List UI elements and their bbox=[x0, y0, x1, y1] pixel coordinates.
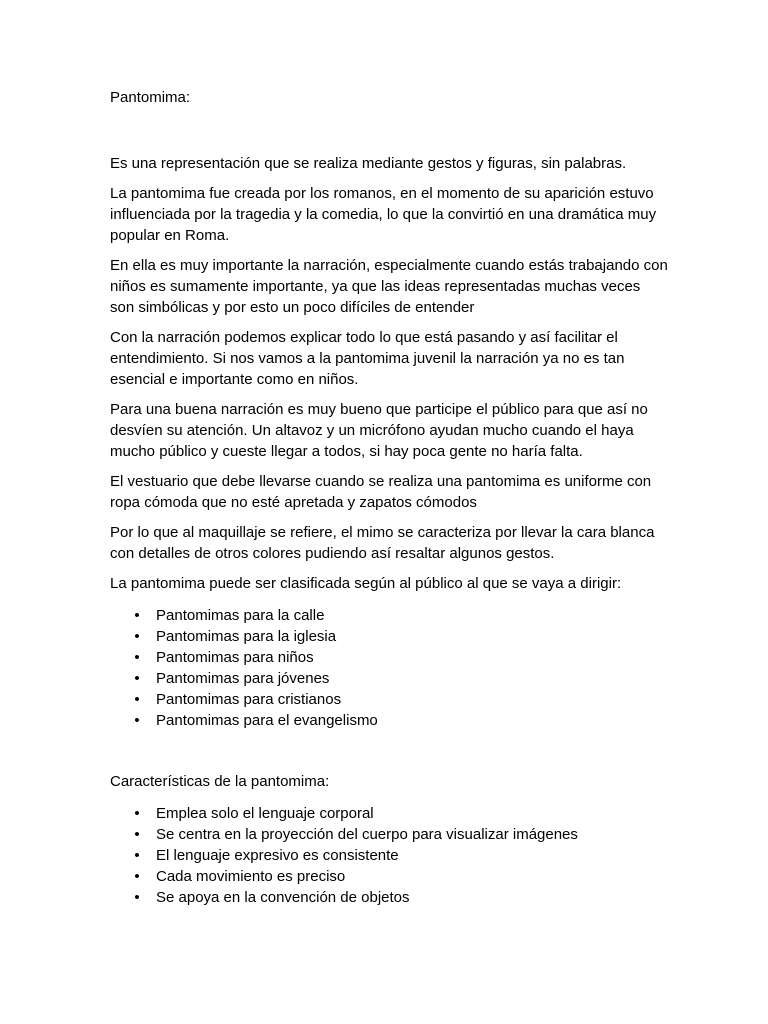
bullet-icon: • bbox=[134, 712, 140, 729]
paragraph: La pantomima puede ser clasificada según al público al que se vaya a dirigir: bbox=[110, 575, 622, 592]
characteristics-list bbox=[110, 803, 668, 908]
list-item bbox=[110, 626, 668, 647]
bullet-icon: • bbox=[134, 826, 140, 843]
list-item bbox=[110, 803, 668, 824]
list-item-text: Cada movimiento es preciso bbox=[156, 868, 346, 885]
bullet-icon: • bbox=[134, 628, 140, 645]
paragraph: Con la narración podemos explicar todo lo que está pasando y así facilitar el entendimiento. Si nos vamos a la pantomima juvenil la narración ya no es tan esencial e importante como en niños. bbox=[110, 329, 625, 388]
bullet-icon: • bbox=[134, 805, 140, 822]
list-item bbox=[110, 866, 668, 887]
paragraph: El vestuario que debe llevarse cuando se realiza una pantomima es uniforme con ropa cómoda que no esté apretada y zapatos cómodos bbox=[110, 473, 652, 511]
list-item-text: Pantomimas para jóvenes bbox=[156, 670, 330, 687]
document-title: Pantomima: bbox=[110, 89, 191, 106]
bullet-icon: • bbox=[134, 889, 140, 906]
list-item-text: Emplea solo el lenguaje corporal bbox=[156, 805, 374, 822]
list-item bbox=[110, 845, 668, 866]
pantomime-types-list bbox=[110, 605, 668, 731]
section-title: Características de la pantomima: bbox=[110, 773, 330, 790]
list-item-text: Pantomimas para cristianos bbox=[156, 691, 342, 708]
paragraph-group bbox=[110, 153, 668, 594]
list-item-text: Pantomimas para el evangelismo bbox=[156, 712, 378, 729]
list-item bbox=[110, 710, 668, 731]
list-item-text: Pantomimas para niños bbox=[156, 649, 314, 666]
list-item bbox=[110, 605, 668, 626]
list-item-text: Se apoya en la convención de objetos bbox=[156, 889, 410, 906]
list-item bbox=[110, 824, 668, 845]
paragraph: Por lo que al maquillaje se refiere, el mimo se caracteriza por llevar la cara blanca con detalles de otros colores pudiendo así resaltar algunos gestos. bbox=[110, 524, 655, 562]
bullet-icon: • bbox=[134, 868, 140, 885]
paragraph: En ella es muy importante la narración, especialmente cuando estás trabajando con niños es sumamente importante, ya que las ideas representadas muchas veces son simbólicas y por esto un poco difíciles de entender bbox=[110, 257, 668, 316]
list-item bbox=[110, 647, 668, 668]
paragraph: Para una buena narración es muy bueno que participe el público para que así no desvíen su atención. Un altavoz y un micrófono ayudan mucho cuando el haya mucho público y cueste llegar a todos, si hay poca gente no haría falta. bbox=[110, 401, 648, 460]
paragraph: Es una representación que se realiza mediante gestos y figuras, sin palabras. bbox=[110, 155, 627, 172]
bullet-icon: • bbox=[134, 691, 140, 708]
list-item bbox=[110, 887, 668, 908]
list-item bbox=[110, 668, 668, 689]
bullet-icon: • bbox=[134, 847, 140, 864]
list-item-text: El lenguaje expresivo es consistente bbox=[156, 847, 399, 864]
bullet-icon: • bbox=[134, 649, 140, 666]
list-item bbox=[110, 689, 668, 710]
bullet-icon: • bbox=[134, 607, 140, 624]
list-item-text: Se centra en la proyección del cuerpo para visualizar imágenes bbox=[156, 826, 578, 843]
list-item-text: Pantomimas para la calle bbox=[156, 607, 325, 624]
paragraph: La pantomima fue creada por los romanos, en el momento de su aparición estuvo influenciada por la tragedia y la comedia, lo que la convirtió en una dramática muy popular en Roma. bbox=[110, 185, 657, 244]
list-item-text: Pantomimas para la iglesia bbox=[156, 628, 337, 645]
bullet-icon: • bbox=[134, 670, 140, 687]
